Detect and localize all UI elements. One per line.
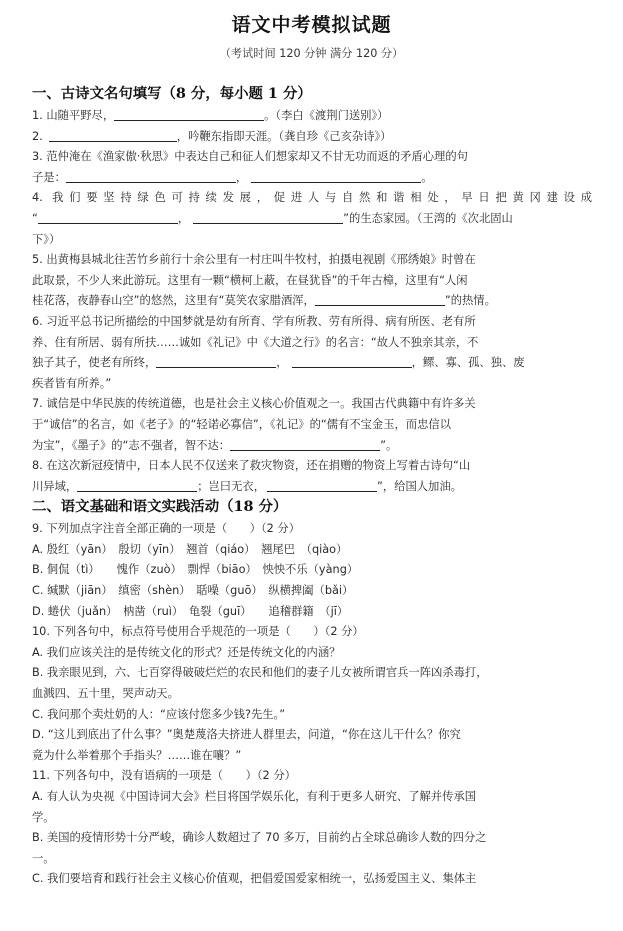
option-10b-cont: 血溅四、五十里，哭声动天。 xyxy=(32,687,179,701)
section-heading-2: 二、语文基础和语文实践活动（18 分） xyxy=(32,498,288,516)
question-7-end xyxy=(32,436,592,457)
question-4-end: 下》） xyxy=(32,232,61,246)
question-1 xyxy=(32,106,592,127)
answer-blank[interactable] xyxy=(230,438,380,451)
question-6-cont: 养、住有所居、弱有所扶……诚如《礼记》中《大道之行》的名言：“故人不独亲其亲，不 xyxy=(32,335,479,349)
question-text: ”，给国人加油。 xyxy=(377,479,462,493)
question-6-cont2 xyxy=(32,353,592,374)
question-2 xyxy=(32,127,592,148)
option-10d: D. “这儿到底出了什么事？”奥楚蔑洛夫挤进人群里去，问道，“你在这儿干什么？你究 xyxy=(32,728,461,742)
question-4-cont xyxy=(32,209,592,230)
option-11a-cont: 学。 xyxy=(32,810,55,824)
question-9: 9. 下列加点字注音全部正确的一项是（ ）（2 分） xyxy=(32,522,301,536)
question-text: “ xyxy=(32,211,38,225)
answer-blank[interactable] xyxy=(49,129,177,142)
question-text: ”。 xyxy=(380,438,398,452)
question-text: ”的热情。 xyxy=(444,294,496,308)
question-text: ”的生态家园。（王湾的《次北固山 xyxy=(343,211,513,225)
option-9d: D. 蜷伏（juǎn） 枘凿（ruì） 龟裂（guī） 追稽群籍 （jī） xyxy=(32,604,349,618)
question-text: 独子其子，使老有所终， xyxy=(32,356,157,370)
question-7-cont: 于“诚信”的名言，如《老子》的“轻诺必寡信”，《礼记》的“儒有不宝金玉，而忠信以 xyxy=(32,417,452,431)
answer-blank[interactable] xyxy=(156,355,276,368)
question-text: 子是： xyxy=(32,170,66,184)
question-5: 5. 出黄梅县城北往苦竹乡前行十余公里有一村庄叫牛牧村，拍摄电视剧《邢绣娘》时曾在 xyxy=(32,253,476,267)
option-10c: C. 我问那个卖灶奶的人：“应该付您多少钱?先生。” xyxy=(32,707,286,721)
option-10d-cont: 竟为什么举着那个手指头？……谁在嚷？” xyxy=(32,748,242,762)
option-11c: C. 我们要培育和践行社会主义核心价值观，把倡爱国爱家相统一，弘扬爱国主义、集体主 xyxy=(32,872,477,886)
question-3: 3. 范仲淹在《渔家傲·秋思》中表达自己和征人们想家却又不甘无功而返的矛盾心理的句 xyxy=(32,150,468,164)
question-text: 为宝”，《墨子》的“志不强者，智不达： xyxy=(32,438,231,452)
question-6: 6. 习近平总书记所描绘的中国梦就是幼有所育、学有所教、劳有所得、病有所医、老有所 xyxy=(32,314,476,328)
section-heading-1: 一、古诗文名句填写（8 分，每小题 1 分） xyxy=(32,85,312,102)
question-5-cont: 此取景，不少人来此游玩。这里有一颗“横柯上蔽，在昼犹昏”的千年古樟，这里有“人闲 xyxy=(32,273,468,287)
question-6-end: 疾者皆有所养。” xyxy=(32,376,112,390)
question-3-cont xyxy=(32,168,592,189)
page-title: 语文中考模拟试题 xyxy=(231,14,392,36)
option-10b: B. 我亲眼见到，六、七百穿得破破烂烂的农民和他们的妻子儿女被所谓官兵一阵凶杀毒打， xyxy=(32,666,488,680)
option-11b: B. 美国的疫情形势十分严峻，确诊人数超过了 70 多万，目前约占全球总确诊人数的四分之 xyxy=(32,831,487,845)
option-9a: A. 殷红（yān） 殷切（yīn） 翘首（qiáo） 翘尾巴 （qiào） xyxy=(32,542,348,556)
question-text: 。（李白《渡荆门送别》） xyxy=(264,109,389,122)
answer-blank[interactable] xyxy=(66,170,236,183)
answer-blank[interactable] xyxy=(251,170,421,183)
question-4: 4. 我们要坚持绿色可持续发展，促进人与自然和谐相处，早日把黄冈建设成 xyxy=(32,191,592,205)
question-text: ， xyxy=(276,356,288,370)
question-text: 2. xyxy=(32,129,43,143)
answer-blank[interactable] xyxy=(114,108,264,121)
exam-content xyxy=(32,84,592,890)
answer-blank[interactable] xyxy=(292,355,412,368)
question-text: ，鳏、寡、孤、独、废 xyxy=(411,356,525,370)
option-9c: C. 缄默（jiān） 缜密（shèn） 聒噪（guō） 纵横捭阖（bǎi） xyxy=(32,584,354,598)
question-11: 11. 下列各句中，没有语病的一项是（ ）（2 分） xyxy=(32,769,296,783)
question-7: 7. 诚信是中华民族的传统道德，也是社会主义核心价值观之一。我国古代典籍中有许多关 xyxy=(32,397,476,411)
question-text: 。 xyxy=(421,170,433,184)
question-10: 10. 下列各句中，标点符号使用合乎规范的一项是（ ）（2 分） xyxy=(32,625,364,639)
option-9b: B. 侗侃（tì） 愧作（zuò） 剽悍（biāo） 怏怏不乐（yàng） xyxy=(32,563,359,577)
question-text: ，吟鞭东指即天涯。（龚自珍《己亥杂诗》） xyxy=(176,129,392,143)
page-subtitle: （考试时间 120 分钟 满分 120 分） xyxy=(219,47,404,60)
option-11a: A. 有人认为央视《中国诗词大会》栏目将国学娱乐化，有利于更多人研究、了解并传承国 xyxy=(32,790,476,803)
question-text: 1. 山随平野尽， xyxy=(32,109,115,122)
answer-blank[interactable] xyxy=(315,293,445,306)
question-text: ， xyxy=(235,170,248,184)
question-text: ；岂曰无衣， xyxy=(197,479,265,493)
option-10a: A. 我们应该关注的是传统文化的形式？还是传统文化的内涵？ xyxy=(32,645,341,659)
question-text: 川异域， xyxy=(32,479,78,493)
answer-blank[interactable] xyxy=(38,211,178,224)
answer-blank[interactable] xyxy=(77,479,197,492)
question-text: 桂花落，夜静春山空”的悠然，这里有“莫笑农家腊酒浑， xyxy=(32,294,315,308)
answer-blank[interactable] xyxy=(193,211,343,224)
question-5-end xyxy=(32,291,592,312)
answer-blank[interactable] xyxy=(267,479,377,492)
question-8-cont xyxy=(32,477,592,498)
question-text: ， xyxy=(177,211,190,225)
option-11b-cont: 一。 xyxy=(32,851,55,865)
question-8: 8. 在这次新冠疫情中，日本人民不仅送来了救灾物资，还在捐赠的物资上写着古诗句“山 xyxy=(32,459,471,473)
